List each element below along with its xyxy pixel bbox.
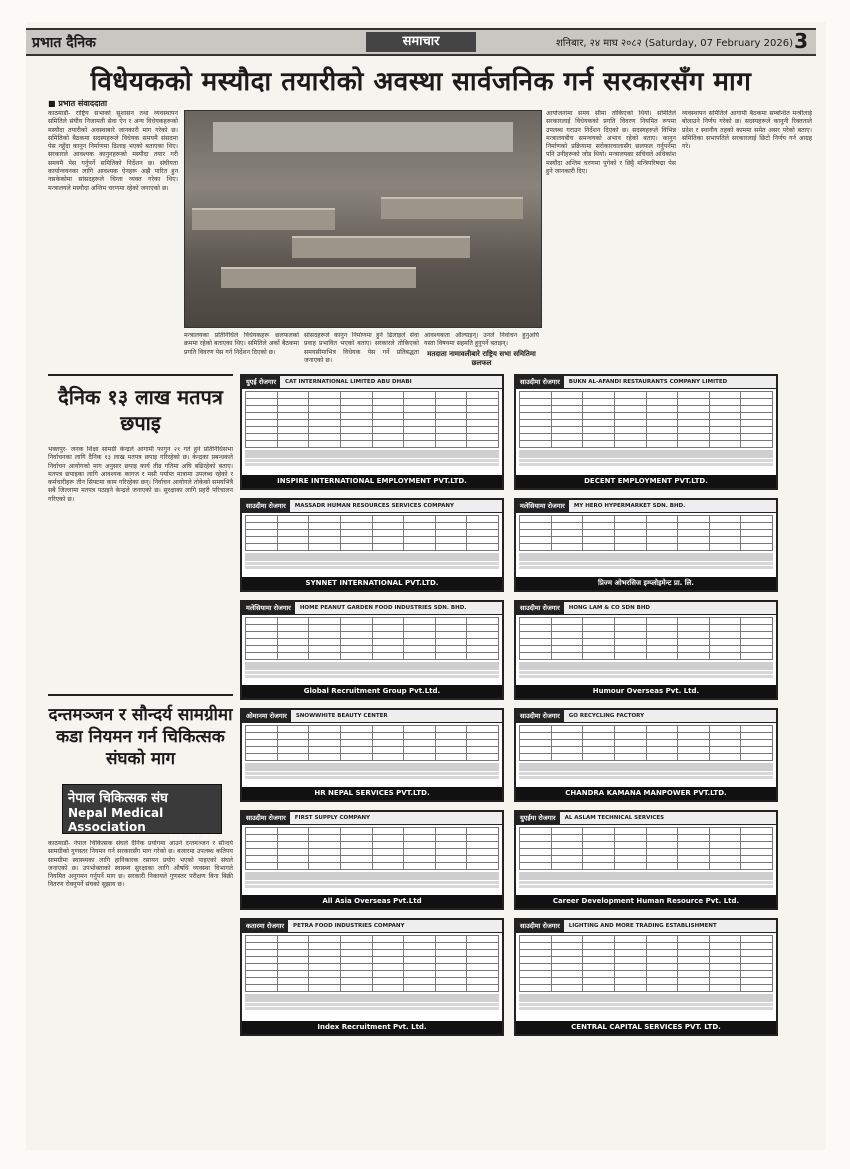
page-header [26, 28, 816, 56]
ad-country-tag: साउदीमा रोजगार [242, 812, 290, 825]
job-ad [514, 600, 778, 700]
ad-country-tag: साउदीमा रोजगार [242, 500, 290, 513]
job-ad [240, 498, 504, 592]
nma-logo [62, 784, 222, 841]
ad-agency-name: DECENT EMPLOYMENT PVT.LTD. [516, 475, 776, 488]
ad-agency-name: CHANDRA KAMANA MANPOWER PVT.LTD. [516, 787, 776, 800]
ad-job-table [245, 827, 499, 870]
job-ad [514, 374, 778, 490]
lead-subhead: मतदाता नामावलीबारे राष्ट्रिय सभा समितिमा छलफल [427, 350, 536, 367]
lead-column-photo-left: मन्त्रालयका प्रतिनिधिले विधेयकहरू छलफलको क्रममा रहेको बताएका थिए। समितिले अर्को बैठकमा प्रगति विवरण पेस गर्न निर्देशन दिएको छ। [184, 332, 299, 356]
ad-job-table [519, 935, 773, 992]
lead-column-photo-mid: सांसदहरूले कानुन निर्माणमा हुने ढिलाइले सेवा प्रवाह प्रभावित भएको बताए। सरकारले तोकिएको समयसीमाभित्र विधेयक पेस गर्ने प्रतिबद्धता जनाएको छ। [304, 332, 419, 364]
ad-country-tag: साउदीमा रोजगार [516, 376, 564, 389]
job-ad [240, 810, 504, 910]
job-ad [240, 708, 504, 802]
parliament-photo [184, 110, 542, 328]
newspaper-page [26, 22, 826, 1150]
ad-agency-name: Global Recruitment Group Pvt.Ltd. [242, 685, 502, 698]
medical-story-text: काठमाडौं- नेपाल चिकित्सक संघले दैनिक प्रयोगमा आउने दन्तमञ्जन र सौन्दर्य सामग्रीको गुणस्तर नियमन गर्न सरकारसँग माग गरेको छ। बजारमा उपलब्ध कतिपय सामग्रीमा स्वास्थ्यका लागि हानिकारक रसायन प्रयोग भएको पाइएको संघले जनाएको छ। उपभोक्ताको स्वास्थ्य सुरक्षाका लागि औषधि व्यवस्था विभागले नियमित अनुगमन गर्नुपर्ने माग छ। सरकारी निकायले गुणस्तर परीक्षण बिना बिक्री वितरण रोक्नुपर्ने संघको सुझाव छ। [48, 840, 233, 889]
ad-job-table [245, 725, 499, 761]
ad-agency-name: SYNNET INTERNATIONAL PVT.LTD. [242, 577, 502, 590]
ad-agency-name: CENTRAL CAPITAL SERVICES PVT. LTD. [516, 1021, 776, 1034]
ad-agency-name: Career Development Human Resource Pvt. Ltd. [516, 895, 776, 908]
ad-agency-name: INSPIRE INTERNATIONAL EMPLOYMENT PVT.LTD. [242, 475, 502, 488]
divider [48, 374, 233, 376]
ad-company-name: MASSADR HUMAN RESOURCES SERVICES COMPANY [294, 503, 454, 509]
ad-country-tag: साउदीमा रोजगार [516, 920, 564, 933]
ad-country-tag: युएईमा रोजगार [516, 812, 560, 825]
ad-job-table [519, 725, 773, 761]
ad-country-tag: साउदीमा रोजगार [516, 710, 564, 723]
ad-country-tag: युएई रोजगार [242, 376, 280, 389]
lead-headline: विधेयकको मस्यौदा तयारीको अवस्था सार्वजनिक गर्न सरकारसँग माग [90, 67, 752, 97]
ad-agency-name: प्रिज्म ओभरसिज इम्प्लोइमेन्ट प्रा. लि. [516, 577, 776, 590]
divider [48, 694, 233, 696]
ballot-headline: दैनिक १३ लाख मतपत्र छपाइ [58, 385, 223, 435]
logo-english: Nepal Medical Association [68, 806, 164, 834]
page-number: 3 [794, 29, 808, 53]
job-ad [240, 600, 504, 700]
ad-country-tag: साउदीमा रोजगार [516, 602, 564, 615]
ad-agency-name: Index Recruitment Pvt. Ltd. [242, 1021, 502, 1034]
ad-agency-name: HR NEPAL SERVICES PVT.LTD. [242, 787, 502, 800]
ad-company-name: HOME PEANUT GARDEN FOOD INDUSTRIES SDN. BHD. [299, 605, 467, 611]
job-ad [514, 918, 778, 1036]
ad-company-name: HONG LAM & CO SDN BHD [568, 605, 650, 611]
ad-country-tag: ओमानमा रोजगार [242, 710, 291, 723]
section-label: समाचार [366, 32, 476, 52]
lead-byline: ■ प्रभात संवाददाता [48, 99, 108, 108]
job-ad [514, 498, 778, 592]
ad-company-name: AL ASLAM TECHNICAL SERVICES [564, 815, 665, 821]
ad-country-tag: मलेसियामा रोजगार [516, 500, 569, 513]
ballot-story-text: भक्तपुर- जनक शिक्षा सामग्री केन्द्रले आगामी फागुन २१ गते हुने प्रतिनिधिसभा निर्वाचनका लागि दैनिक १३ लाख मतपत्र छपाइ गरिरहेको छ। केन्द्रका प्रबन्धकले निर्वाचन आयोगको माग अनुसार छपाइ कार्य तीव्र गतिमा अघि बढिरहेको बताए। मतपत्र छपाइका लागि आवश्यक कागज र मसी पर्याप्त मात्रामा उपलब्ध रहेको र कर्मचारीहरू तीन सिफ्टमा काम गरिरहेका छन्। निर्वाचन आयोगले तोकेको समयभित्रै सबै जिल्लामा मतपत्र पठाइने केन्द्रले जनाएको छ। सुरक्षाका लागि प्रहरी परिचालन गरिएको छ। [48, 446, 233, 503]
ad-company-name: CAT INTERNATIONAL LIMITED ABU DHABI [285, 379, 412, 385]
ad-agency-name: Humour Overseas Pvt. Ltd. [516, 685, 776, 698]
ad-company-name: LIGHTING AND MORE TRADING ESTABLISHMENT [568, 923, 717, 929]
medical-headline: दन्तमञ्जन र सौन्दर्य सामग्रीमा कडा नियमन गर्न चिकित्सक संघको माग [48, 705, 233, 769]
ad-job-table [519, 515, 773, 551]
ad-company-name: PETRA FOOD INDUSTRIES COMPANY [293, 923, 405, 929]
ad-job-table [519, 617, 773, 660]
logo-nepali: नेपाल चिकित्सक संघ [68, 791, 168, 806]
paper-name: प्रभात दैनिक [32, 35, 96, 51]
ad-job-table [245, 935, 499, 992]
ad-country-tag: कतारमा रोजगार [242, 920, 288, 933]
job-ad [514, 708, 778, 802]
ad-company-name: FIRST SUPPLY COMPANY [294, 815, 371, 821]
lead-column-4: आयोजनामा समय सीमा तोकिएको थियो। समितिले सरकारलाई विधेयकको प्रगति विवरण नियमित रूपमा उपलब्ध गराउन निर्देशन दिएको छ। सदस्यहरूले विभिन्न मन्त्रालयबीच समन्वयको अभाव रहेको बताए। कानुन निर्माणको प्रक्रियामा सरोकारवालासँग छलफल गर्नुपर्नेमा पनि उनीहरूको जोड थियो। मन्त्रालयका सचिवले अधिकांश मस्यौदा अन्तिम चरणमा पुगेको र छिट्टै मन्त्रिपरिषद्मा पेस हुने जानकारी दिए। [546, 110, 676, 176]
ad-job-table [519, 827, 773, 870]
issue-date: शनिबार, २४ माघ २०८२ (Saturday, 07 February 2026) [556, 38, 793, 49]
ad-company-name: BUKN AL-AFANDI RESTAURANTS COMPANY LIMITED [568, 379, 728, 385]
ad-job-table [245, 617, 499, 660]
ad-agency-name: All Asia Overseas Pvt.Ltd [242, 895, 502, 908]
ad-company-name: SNOWWHITE BEAUTY CENTER [295, 713, 388, 719]
ad-job-table [519, 391, 773, 448]
job-ad [240, 918, 504, 1036]
ad-job-table [245, 391, 499, 448]
lead-column-photo-right: आवश्यकता औंल्याइन्। उनले निर्वाचन हुनुअघि यस्ता विषयमा सहमति हुनुपर्ने बताइन्। [424, 332, 539, 348]
ad-company-name: GO RECYCLING FACTORY [568, 713, 645, 719]
lead-column-5: व्यवस्थापन समितिले आगामी बैठकमा सम्बन्धित मन्त्रीलाई बोलाउने निर्णय गरेको छ। सदस्यहरूले कानुनी रिक्तताले प्रदेश र स्थानीय तहको काममा समेत असर परेको बताए। समितिका सभापतिले सरकारलाई छिटो निर्णय गर्न आग्रह गरे। [682, 110, 812, 151]
job-ad [240, 374, 504, 490]
job-ad [514, 810, 778, 910]
lead-column-1: काठमाडौं- राष्ट्रिय सभाको सुशासन तथा व्यवस्थापन समितिले संघीय निजामती सेवा ऐन र अन्य विधेयकहरूको मस्यौदा तयारीको अवस्थाबारे जानकारी माग गरेको छ। समितिको बैठकमा सदस्यहरूले विधेयक समयमै संसदमा पेस नहुँदा कानुन निर्माणमा ढिलाइ भएको बताएका थिए। सरकारले आवश्यक कानुनहरूको मस्यौदा तयार गरी समयमै पेस गर्नुपर्ने समितिको निर्देशन छ। संघीयता कार्यान्वयनका लागि आवश्यक ऐनहरू अझै पारित हुन नसकेकोमा सांसदहरूले चिन्ता व्यक्त गरेका थिए। मन्त्रालयले मस्यौदा अन्तिम चरणमा रहेको जनाएको छ। [48, 110, 178, 192]
ad-company-name: MY HERO HYPERMARKET SDN. BHD. [573, 503, 686, 509]
logo-estd: Estd.2007 (B.S) [169, 834, 216, 841]
ad-job-table [245, 515, 499, 551]
ad-country-tag: मलेसियामा रोजगार [242, 602, 295, 615]
